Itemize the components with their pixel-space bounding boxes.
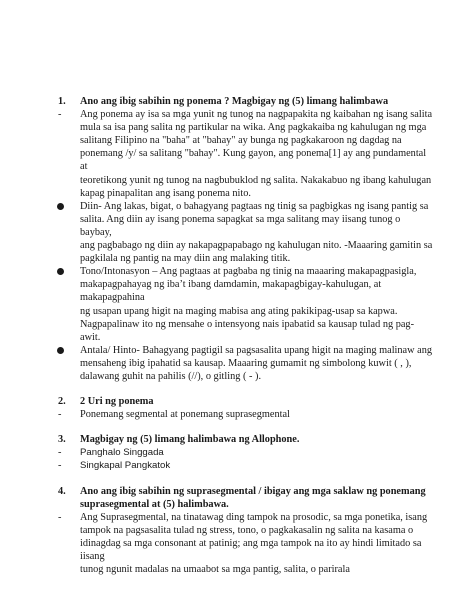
question-4-heading [58, 485, 434, 511]
text-line: makapagpahayag ng iba’t ibang damdamin, makapagbigay-kahulugan, at makapagpahina [80, 279, 382, 304]
text-line: Ang Suprasegmental, na tinatawag ding tampok na prosodic, sa mga ponetika, isang [80, 511, 428, 523]
text-line: teoretikong yunit ng tunog na nagbubuklod ng salita. Nakakabuo ng ibang kahulugan [80, 174, 432, 186]
question-number: 1. [58, 96, 66, 107]
question-title: suprasegmental at (5) halimbawa. [80, 498, 229, 510]
text-line: dalawang guhit na pahilis (//), o gitling ( - ). [80, 370, 262, 382]
paragraph [80, 200, 434, 265]
text-line: kapag pinapalitan ang isang ponema nito. [80, 187, 251, 199]
text-line: mula sa isa pang salita ng partikular na wika. Ang pagkakaiba ng kahulugan ng mga [80, 122, 427, 134]
paragraph [80, 265, 434, 344]
question-title: 2 Uri ng ponema [80, 396, 154, 408]
question-title: Ano ang ibig sabihin ng ponema ? Magbigay ng (5) limang halimbawa [80, 96, 389, 107]
question-number: 2. [58, 396, 66, 408]
question-number: 3. [58, 434, 66, 446]
dash-marker: - [58, 460, 62, 472]
text-line: Singkapal Pangkatok [80, 460, 171, 472]
paragraph [80, 511, 434, 576]
text-line: mensaheng ibig ipahatid sa kausap. Maaaring gumamit ng simbolong kuwit ( , ), [80, 357, 412, 369]
dash-marker: - [58, 109, 62, 121]
text-line: idinagdag sa mga consonant at patinig; ang mga tampok na ito ay hindi limitado sa iisang [80, 537, 422, 562]
list-item [58, 459, 434, 472]
list-item [58, 200, 434, 265]
text-line: ponemang /y/ sa salitang "bahay". Kung gayon, ang ponema[1] ay ang pundamental at [80, 148, 427, 173]
text-line: Nagpapalinaw ito ng mensahe o intensyong nais ipabatid sa kausap tulad ng pag-awit. [80, 318, 414, 343]
bullet-icon [57, 347, 64, 354]
bullet-icon [57, 203, 64, 210]
dash-marker: - [58, 511, 62, 523]
text-line: Diin- Ang lakas, bigat, o bahagyang pagtaas ng tinig sa pagbigkas ng isang pantig sa [80, 200, 429, 212]
paragraph [80, 108, 434, 200]
text-line: Panghalo Singgada [80, 447, 164, 459]
text-line: Ponemang segmental at ponemang suprasegmental [80, 409, 290, 421]
dash-marker: - [58, 409, 62, 421]
text-line: salitang Filipino na "baha" at "bahay" ay bunga ng pagkakaroon ng dagdag na [80, 135, 402, 147]
question-1-heading [58, 95, 434, 108]
dash-marker: - [58, 447, 62, 459]
question-2-heading [58, 395, 434, 408]
text-line: ang pagbabago ng diin ay nakapagpapabago ng kahulugan nito. -Maaaring gamitin sa [80, 240, 433, 252]
list-item [58, 511, 434, 576]
question-3-heading [58, 433, 434, 446]
question-title: Ano ang ibig sabihin ng suprasegmental / ibigay ang mga saklaw ng ponemang [80, 485, 426, 497]
text-line: Antala/ Hinto- Bahagyang pagtigil sa pagsasalita upang higit na maging malinaw ang [80, 344, 433, 356]
text-line: tunog ngunit madalas na umaabot sa mga pantig, salita, o parirala [80, 564, 350, 576]
text-line: Tono/Intonasyon – Ang pagtaas at pagbaba ng tinig na maaaring makapagpasigla, [80, 266, 417, 278]
list-item [58, 265, 434, 344]
text-line: pagkilala ng pantig na may diin ang malaking titik. [80, 253, 291, 265]
bullet-icon [57, 268, 64, 275]
list-item [58, 108, 434, 200]
text-line: salita. Ang diin ay isang ponema sapagkat sa mga salitang may iisang tunog o baybay, [80, 213, 401, 238]
text-line: ng usapan upang higit na maging mabisa ang ating pakikipag-usap sa kapwa. [80, 305, 398, 317]
list-item [58, 446, 434, 459]
list-item [58, 344, 434, 383]
text-line: tampok na pagsasalita tulad ng stress, tono, o pagkakasalin ng salita na kasama o [80, 524, 414, 536]
list-item [58, 408, 434, 421]
question-title: Magbigay ng (5) limang halimbawa ng Allophone. [80, 434, 300, 446]
question-number: 4. [58, 485, 66, 497]
paragraph [80, 344, 434, 383]
text-line: Ang ponema ay isa sa mga yunit ng tunog na nagpapakita ng kaibahan ng isang salita [80, 109, 433, 121]
